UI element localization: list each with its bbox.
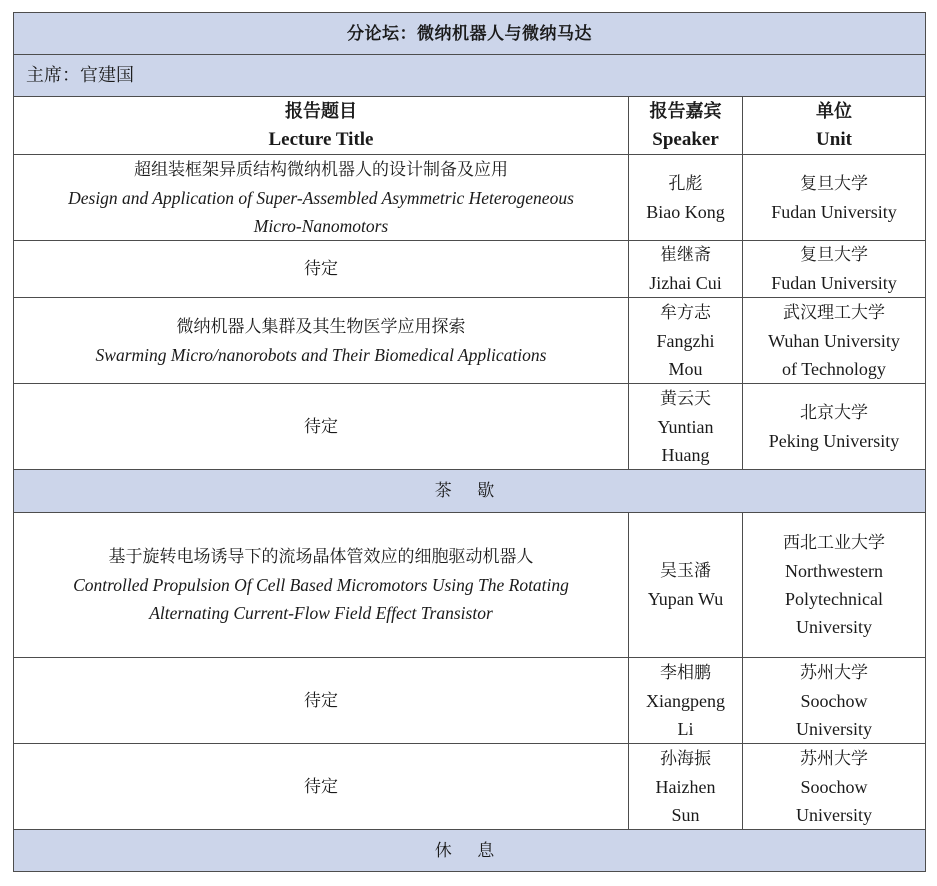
table-row	[14, 298, 926, 384]
header-title	[14, 97, 629, 155]
chair-label: 主席：官建国	[14, 55, 926, 97]
unit-en: Fudan University	[771, 201, 897, 222]
speaker-cell	[629, 298, 743, 384]
speaker-en-line2: Sun	[671, 804, 700, 825]
unit-en-line2: Polytechnical	[785, 589, 883, 609]
speaker-en: Jizhai Cui	[649, 273, 722, 293]
unit-en-line2: University	[796, 718, 872, 739]
speaker-cell	[629, 155, 743, 241]
speaker-en-line2: Li	[677, 718, 694, 739]
unit-en-line3: University	[796, 617, 872, 637]
speaker-en-line1: Xiangpeng	[646, 690, 725, 711]
unit-cell	[743, 384, 926, 470]
speaker-zh: 崔继斋	[660, 245, 711, 265]
tea-break: 茶 歇	[14, 470, 926, 513]
unit-zh: 苏州大学	[800, 662, 868, 683]
unit-en-line2: University	[796, 804, 872, 825]
lecture-title-tbd: 待定	[14, 384, 629, 470]
lecture-title-en-line2: Alternating Current-Flow Field Effect Transistor	[149, 603, 493, 623]
speaker-zh: 吴玉潘	[660, 561, 711, 581]
unit-zh: 西北工业大学	[783, 533, 885, 553]
table-row	[14, 658, 926, 744]
header-unit-zh: 单位	[816, 100, 852, 122]
lecture-title-cell	[14, 298, 629, 384]
rest-break-row	[14, 830, 926, 872]
unit-en: Fudan University	[771, 273, 897, 293]
unit-cell	[743, 658, 926, 744]
unit-zh: 苏州大学	[800, 748, 868, 769]
unit-zh: 复旦大学	[800, 245, 868, 265]
tea-break-row	[14, 470, 926, 513]
unit-cell	[743, 513, 926, 658]
table-row	[14, 155, 926, 241]
unit-en: Peking University	[768, 430, 900, 451]
lecture-title-zh: 超组装框架异质结构微纳机器人的设计制备及应用	[134, 159, 508, 180]
lecture-title-tbd: 待定	[14, 658, 629, 744]
header-speaker-en: Speaker	[652, 128, 719, 150]
table-row	[14, 744, 926, 830]
header-unit-en: Unit	[816, 128, 852, 150]
unit-cell	[743, 298, 926, 384]
speaker-cell	[629, 384, 743, 470]
unit-zh: 武汉理工大学	[783, 302, 885, 323]
speaker-cell	[629, 241, 743, 298]
unit-cell	[743, 155, 926, 241]
header-title-zh: 报告题目	[285, 100, 357, 122]
speaker-cell	[629, 658, 743, 744]
header-unit	[743, 97, 926, 155]
forum-title-row	[14, 13, 926, 55]
speaker-en-line1: Fangzhi	[656, 330, 715, 351]
unit-zh: 复旦大学	[800, 173, 868, 194]
unit-zh: 北京大学	[800, 402, 868, 423]
lecture-title-tbd: 待定	[14, 241, 629, 298]
lecture-title-cell	[14, 155, 629, 241]
lecture-title-en-line2: Micro-Nanomotors	[253, 215, 389, 236]
speaker-en: Yupan Wu	[647, 589, 724, 609]
unit-en-line2: of Technology	[782, 358, 886, 379]
table-row	[14, 513, 926, 658]
header-speaker	[629, 97, 743, 155]
forum-title: 分论坛：微纳机器人与微纳马达	[14, 13, 926, 55]
lecture-title-en-line1: Swarming Micro/nanorobots and Their Biomedical Applications	[95, 344, 547, 365]
unit-en-line1: Soochow	[800, 690, 868, 711]
chair-row	[14, 55, 926, 97]
table-row	[14, 384, 926, 470]
lecture-title-en-line1: Controlled Propulsion Of Cell Based Micromotors Using The Rotating	[73, 575, 569, 595]
header-row	[14, 97, 926, 155]
unit-en-line1: Soochow	[800, 776, 868, 797]
lecture-title-zh: 基于旋转电场诱导下的流场晶体管效应的细胞驱动机器人	[108, 547, 534, 567]
speaker-en-line2: Huang	[661, 444, 710, 465]
header-speaker-zh: 报告嘉宾	[649, 100, 722, 122]
speaker-cell	[629, 513, 743, 658]
speaker-zh: 李相鹏	[660, 662, 711, 683]
speaker-zh: 牟方志	[660, 302, 711, 323]
header-title-en: Lecture Title	[268, 128, 374, 150]
speaker-zh: 黄云天	[660, 388, 711, 409]
speaker-en-line2: Mou	[668, 358, 703, 379]
lecture-title-cell	[14, 513, 629, 658]
lecture-title-en-line1: Design and Application of Super-Assembled Asymmetric Heterogeneous	[68, 187, 574, 208]
table-row	[14, 241, 926, 298]
speaker-en-line1: Haizhen	[655, 776, 716, 797]
schedule-table	[13, 12, 926, 872]
unit-cell	[743, 744, 926, 830]
unit-cell	[743, 241, 926, 298]
rest-break: 休 息	[14, 830, 926, 872]
speaker-zh: 孙海振	[660, 748, 711, 769]
unit-en-line1: Wuhan University	[768, 330, 900, 351]
speaker-en-line1: Yuntian	[657, 416, 714, 437]
lecture-title-tbd: 待定	[14, 744, 629, 830]
speaker-cell	[629, 744, 743, 830]
speaker-en: Biao Kong	[646, 201, 725, 222]
unit-en-line1: Northwestern	[785, 561, 883, 581]
lecture-title-zh: 微纳机器人集群及其生物医学应用探索	[176, 316, 466, 337]
speaker-zh: 孔彪	[668, 173, 703, 194]
